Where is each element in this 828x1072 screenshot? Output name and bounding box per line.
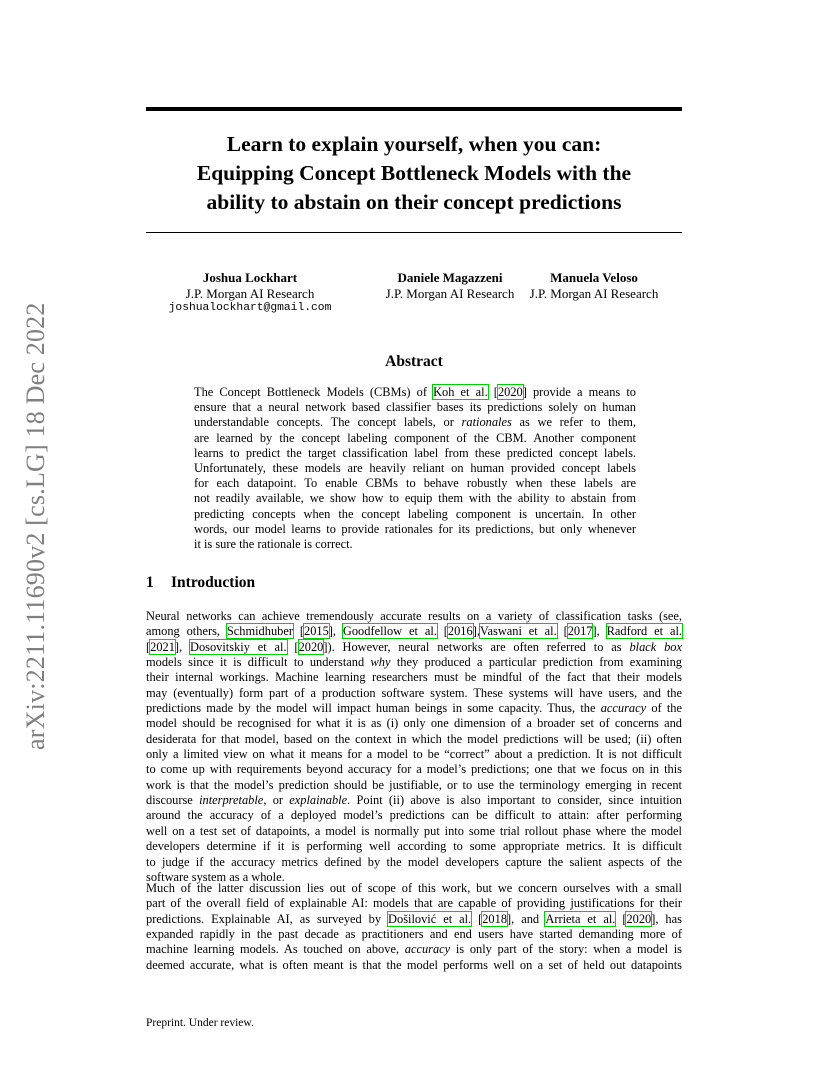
author-email[interactable]: joshualockhart@gmail.com (168, 302, 332, 314)
citation-link[interactable]: 2020 (298, 639, 324, 654)
abstract-body (194, 385, 636, 552)
section-title: Introduction (171, 574, 256, 591)
citation-link[interactable]: Dosovitskiy et al. (190, 639, 287, 654)
title-bottom-rule (146, 232, 682, 233)
body-line: desiderata for that model, based on the context in which the model predictions will be used; (ii) often (146, 731, 682, 746)
citation-link[interactable]: 2020 (497, 385, 523, 399)
body-line: their internal workings. Machine learning researchers must be mindful of the fact that their models (146, 670, 682, 685)
body-line: predictions made by the model will impact human beings in some capacity. Thus, the accuracy of the (146, 701, 682, 716)
body-line: models since it is difficult to understand why they produced a particular prediction from examining (146, 655, 682, 670)
body-line: deemed accurate, what is often meant is that the model performs well on a set of held out datapoints (146, 957, 682, 972)
body-line: to come up with requirements beyond accuracy for a model’s predictions; one that we focus on in this (146, 762, 682, 777)
citation-link[interactable]: Goodfellow et al. (342, 624, 437, 639)
paper-title (146, 130, 682, 217)
citation-link[interactable]: Koh et al. (433, 385, 488, 399)
abstract-line: learns to predict the target classification label from these predicted concept labels. (194, 445, 636, 460)
author-affiliation: J.P. Morgan AI Research (529, 285, 659, 301)
author-name: Manuela Veloso (550, 270, 638, 285)
title-top-rule (146, 107, 682, 111)
author-name: Joshua Lockhart (202, 270, 298, 285)
abstract-line: Unfortunately, these models are heavily reliant on human provided concept labels (194, 461, 636, 476)
abstract-line: it is sure the rationale is correct. (194, 537, 353, 552)
body-line: to judge if the accuracy metrics defined by the model developers capture the salient aspects of the (146, 854, 682, 869)
preprint-footer: Preprint. Under review. (146, 1017, 254, 1029)
body-line: work is that the model’s prediction should be justifiable, or to use the terminology emerging in recent (146, 777, 682, 792)
section-heading (146, 574, 255, 592)
body-line: discourse interpretable, or explainable. Point (ii) above is also important to consider, since intuition (146, 793, 682, 808)
body-line: Much of the latter discussion lies out of scope of this work, but we concern ourselves with a small (146, 881, 682, 895)
title-line: ability to abstain on their concept predictions (206, 190, 622, 214)
abstract-line: ensure that a neural network based classifier bases its predictions solely on human (194, 400, 636, 415)
citation-link[interactable]: 2021 (150, 639, 175, 654)
body-line: only a limited view on what it means for a model to be “correct” about a prediction. It is not difficult (146, 747, 682, 762)
citation-link[interactable]: Schmidhuber (226, 624, 293, 639)
author-block (150, 270, 350, 317)
author-name: Daniele Magazzeni (397, 270, 503, 285)
title-line: Learn to explain yourself, when you can: (226, 132, 602, 156)
citation-link[interactable]: 2018 (482, 911, 508, 926)
citation-link[interactable]: 2016 (447, 624, 473, 639)
intro-paragraph (146, 881, 682, 973)
body-line: [2021], Dosovitskiy et al. [2020]). However, neural networks are often referred to as black box (146, 639, 683, 654)
body-line: part of the overall field of explainable AI: models that are capable of providing justifications for their (146, 896, 682, 911)
abstract-line: understandable concepts. The concept labels, or rationales as we refer to them, (194, 415, 636, 430)
body-line: well on a test set of datapoints, a model is normally put into some trial rollout phase where the model (146, 823, 682, 838)
body-line: expanded rapidly in the past decade as practitioners and end users have started demanding more of (146, 927, 682, 942)
abstract-line: words, our model learns to provide rationales for its predictions, but only whenever (194, 521, 636, 536)
body-line: machine learning models. As touched on above, accuracy is only part of the story: when a model is (146, 942, 682, 957)
citation-link[interactable]: Došilović et al. (388, 911, 472, 926)
abstract-line: are learned by the concept labeling component of the CBM. Another component (194, 430, 636, 445)
abstract-line: The Concept Bottleneck Models (CBMs) of Koh et al. [2020] provide a means to (194, 385, 636, 399)
body-line: Neural networks can achieve tremendously accurate results on a variety of classification tasks (see, (146, 609, 682, 623)
author-affiliation: J.P. Morgan AI Research (185, 285, 315, 301)
arxiv-identifier: arXiv:2211.11690v2 [cs.LG] 18 Dec 2022 (21, 302, 50, 750)
section-number: 1 (146, 574, 154, 591)
body-line: predictions. Explainable AI, as surveyed by Došilović et al. [2018], and Arrieta et al. [2020], has (146, 911, 682, 926)
abstract-line: not readily available, we show how to equip them with the ability to abstain from (194, 491, 636, 506)
author-block (524, 270, 664, 301)
citation-link[interactable]: 2020 (626, 911, 652, 926)
body-line: may (eventually) form part of a production software system. These systems will have users, and the (146, 685, 682, 700)
body-line: model should be recognised for what it is as (i) only one dimension of a broader set of concerns and (146, 716, 682, 731)
body-line: around the accuracy of a deployed model’s predictions can be difficult to attain: after performing (146, 808, 682, 823)
title-line: Equipping Concept Bottleneck Models with the (196, 161, 632, 185)
citation-link[interactable]: Radford et al. (606, 624, 682, 639)
citation-link[interactable]: Vaswani et al. (479, 624, 557, 639)
citation-link[interactable]: Arrieta et al. (545, 911, 616, 926)
abstract-line: predicting concepts when the concept labeling component is uncertain. In other (194, 506, 636, 521)
abstract-line: for each datapoint. To enable CBMs to behave robustly when these labels are (194, 476, 636, 491)
body-line: developers determine if it is performing well according to some appropriate metrics. It is difficult (146, 839, 682, 854)
author-block (362, 270, 538, 301)
body-line: software system as a whole. (146, 869, 285, 884)
body-line: among others, Schmidhuber [2015], Goodfellow et al. [2016],Vaswani et al. [2017], Radford et al. (146, 624, 682, 639)
abstract-heading: Abstract (385, 353, 443, 370)
author-affiliation: J.P. Morgan AI Research (385, 285, 515, 301)
citation-link[interactable]: 2017 (567, 624, 593, 639)
citation-link[interactable]: 2015 (304, 624, 329, 639)
intro-paragraph (146, 609, 682, 885)
